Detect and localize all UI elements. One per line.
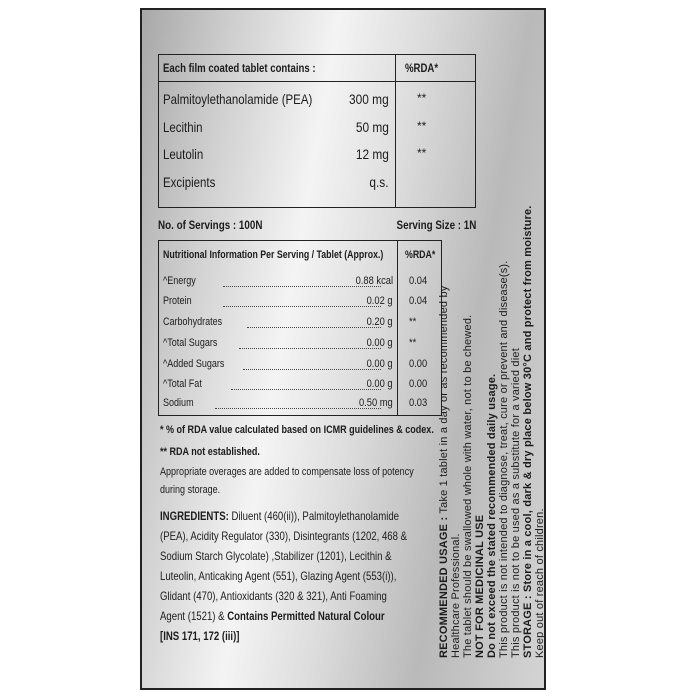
nutrient-rda: 0.04 <box>409 275 428 287</box>
nutrient-qty: 0.88 kcal <box>355 275 393 287</box>
nutrition-header: Nutritional Information Per Serving / Tablet (Approx.) <box>163 249 384 261</box>
ingredients-line: Agent (1521) & <box>160 609 228 623</box>
composition-row <box>159 119 475 139</box>
serving-size: Serving Size : 1N <box>396 218 476 232</box>
leader-dots <box>223 306 381 307</box>
composition-row <box>159 146 475 166</box>
overage-line-1: Appropriate overages are added to compensate loss of potency <box>160 466 414 478</box>
leader-dots <box>247 327 381 328</box>
nutrition-row <box>159 397 441 415</box>
composition-rda-header: %RDA* <box>405 61 439 75</box>
nutrition-row <box>159 295 441 313</box>
footnotes-2 <box>160 446 460 458</box>
nutrient-qty: 0.50 mg <box>359 397 393 409</box>
composition-row <box>159 174 475 194</box>
recommended-usage-label: RECOMMENDED USAGE : <box>438 516 450 658</box>
nutrient-rda: ** <box>409 337 417 349</box>
leader-dots <box>243 369 381 370</box>
storage-label: STORAGE : <box>522 595 534 658</box>
ingredient-rda: ** <box>417 91 427 105</box>
ingredients-line: Sodium Starch Glycolate) ,Stabilizer (1201), Lecithin & <box>160 549 392 563</box>
storage-line: Store in a cool, dark & dry place below 30°C and protect from moisture. <box>522 205 534 596</box>
nutrient-name: Sodium <box>163 397 194 409</box>
composition-header: Each film coated tablet contains : <box>163 61 316 75</box>
nutrient-name: Protein <box>163 295 192 307</box>
ingredient-qty: 50 mg <box>355 119 389 135</box>
nutrition-row <box>159 275 441 293</box>
ingredients-label: INGREDIENTS: <box>160 509 229 523</box>
ingredient-name: Palmitoylethanolamide (PEA) <box>163 91 313 107</box>
nutrient-qty: 0.00 g <box>366 358 393 370</box>
natural-colour-note: Contains Permitted Natural Colour <box>227 609 385 623</box>
ingredient-qty: 300 mg <box>349 91 389 107</box>
composition-table <box>158 54 476 208</box>
ingredient-name: Excipients <box>163 174 216 190</box>
nutrition-table <box>158 240 442 416</box>
nutrient-rda: 0.00 <box>409 358 428 370</box>
number-of-servings: No. of Servings : 100N <box>158 218 263 232</box>
nutrient-rda: 0.03 <box>409 397 428 409</box>
nutrition-rda-header: %RDA* <box>405 249 436 261</box>
nutrient-name: ^Added Sugars <box>163 358 225 370</box>
usage-line: Healthcare Professional. <box>450 533 462 658</box>
not-for-medicinal-use: NOT FOR MEDICINAL USE <box>474 514 486 658</box>
usage-line: The tablet should be swallowed whole with water, not to be chewed. <box>462 314 474 658</box>
nutrient-qty: 0.02 g <box>366 295 393 307</box>
ingredient-rda: ** <box>417 119 427 133</box>
ingredients-line: Diluent (460(ii)), Palmitoylethanolamide <box>228 509 400 523</box>
keep-away-line: Keep out of reach of children. <box>534 508 546 658</box>
nutrient-name: ^Total Fat <box>163 378 202 390</box>
nutrient-qty: 0.00 g <box>366 337 393 349</box>
footnotes <box>160 424 460 436</box>
product-label <box>140 8 546 690</box>
ingredient-qty: q.s. <box>369 174 389 190</box>
ingredients-line: Glidant (470), Antioxidants (320 & 321), Anti Foaming <box>160 589 387 603</box>
nutrient-qty: 0.00 g <box>366 378 393 390</box>
nutrient-rda: 0.00 <box>409 378 428 390</box>
nutrient-rda: ** <box>409 316 417 328</box>
rda-note: * % of RDA value calculated based on ICMR guidelines & codex. <box>160 424 434 436</box>
ingredient-name: Leutolin <box>163 146 204 162</box>
usage-storage-block <box>438 38 546 658</box>
nutrient-qty: 0.20 g <box>366 316 393 328</box>
overage-note <box>160 466 460 496</box>
rda-not-established-note: ** RDA not established. <box>160 446 260 458</box>
ingredients-line: (PEA), Acidity Regulator (330), Disintegrants (1202, 468 & <box>160 529 408 543</box>
usage-line: This product is not to be used as a substitute for a varied diet <box>510 348 522 658</box>
ingredients-block <box>160 506 480 646</box>
ins-numbers: [INS 171, 172 (iii)] <box>160 629 240 643</box>
do-not-exceed-warning: Do not exceed the stated recommended daily usage. <box>486 373 498 658</box>
nutrient-name: ^Total Sugars <box>163 337 218 349</box>
overage-line-2: during storage. <box>160 484 221 496</box>
nutrition-row <box>159 378 441 396</box>
ingredients-line: Luteolin, Anticaking Agent (551), Glazing Agent (553(i)), <box>160 569 397 583</box>
ingredient-qty: 12 mg <box>355 146 389 162</box>
ingredient-name: Lecithin <box>163 119 203 135</box>
usage-line: Take 1 tablet in a day or as recommended by <box>438 285 450 517</box>
nutrition-row <box>159 358 441 376</box>
nutrient-name: Carbohydrates <box>163 316 223 328</box>
nutrient-rda: 0.04 <box>409 295 428 307</box>
nutrition-row <box>159 316 441 334</box>
leader-dots <box>239 348 381 349</box>
composition-row <box>159 91 475 111</box>
leader-dots <box>231 389 381 390</box>
leader-dots <box>215 408 381 409</box>
ingredient-rda: ** <box>417 146 427 160</box>
header-divider <box>159 81 475 82</box>
usage-line: This product is not intended to diagnose, treat, cure or prevent and disease(s). <box>498 260 510 658</box>
nutrient-name: ^Energy <box>163 275 196 287</box>
nutrition-row <box>159 337 441 355</box>
